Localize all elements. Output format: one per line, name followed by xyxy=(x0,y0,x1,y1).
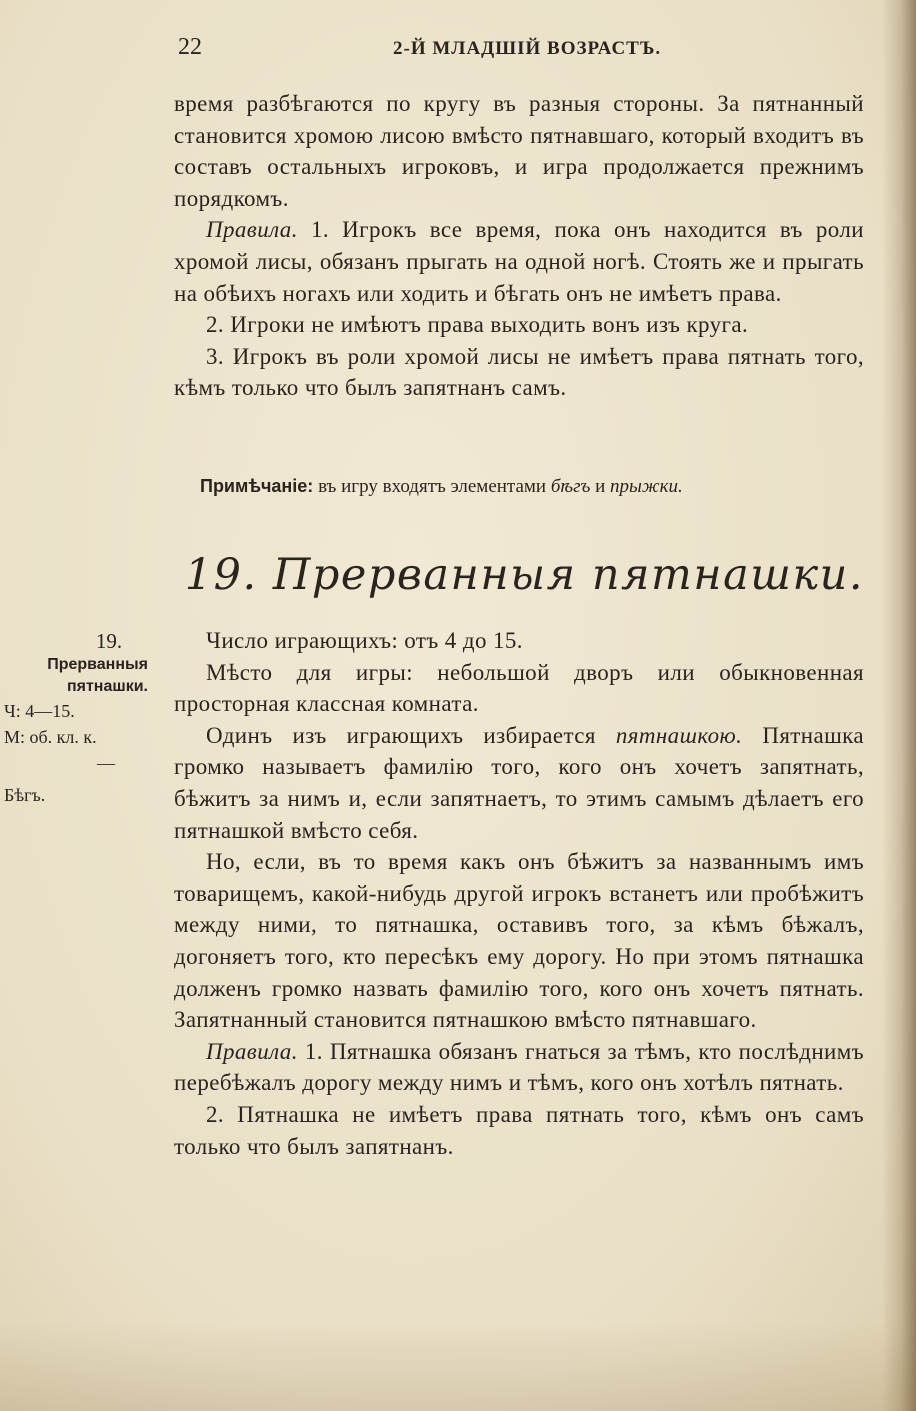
p1-word: пятнашкою. xyxy=(615,722,743,748)
section-title: 19. Прерванныя пятнашки. xyxy=(184,550,864,600)
margin-sidebar xyxy=(4,628,168,808)
page-number: 22 xyxy=(178,34,202,60)
sidebar-element: Бѣгъ. xyxy=(4,785,46,805)
note-conj: и xyxy=(595,476,606,497)
sidebar-title-1: Прерванныя xyxy=(47,656,148,673)
paragraph: время разбѣгаются по кругу въ разныя стороны. За пятнанный становится хромою лисою вмѣсто пятнавшаго, который входитъ въ составъ остальныхъ игроковъ, и игра продолжается прежнимъ порядкомъ. xyxy=(174,91,864,211)
page-header xyxy=(178,34,868,70)
note-word-jump: прыжки. xyxy=(610,476,683,497)
p1-rest: Пятнашка громко называетъ фамилію того, кого онъ хочетъ запятнать, бѣжитъ за нимъ и, если запятнаетъ, то этимъ самымъ дѣлаетъ его пятнашкой вмѣсто себя. xyxy=(174,722,865,843)
rule-1 xyxy=(174,214,864,309)
rules-label: Правила. xyxy=(206,217,298,243)
rules-label: Правила. xyxy=(206,1038,298,1064)
rule-1-text: 1. Пятнашка обязанъ гнаться за тѣмъ, кто послѣднимъ перебѣжалъ дорогу между нимъ и тѣмъ, кого онъ хотѣлъ пятнать. xyxy=(174,1038,865,1096)
sidebar-dash: — xyxy=(97,753,115,773)
sidebar-place: М: об. кл. к. xyxy=(4,727,97,747)
page-edge-shadow xyxy=(882,0,916,1411)
sidebar-number: 19. xyxy=(95,629,123,653)
paragraph-2: Но, если, въ то время какъ онъ бѣжитъ за названнымъ имъ товарищемъ, какой-нибудь другой игрокъ встанетъ или пробѣжитъ между ними, то пятнашка, оставивъ того, за кѣмъ бѣжалъ, догоняетъ того, кто пересѣкъ ему дорогу. Но при этомъ пятнашка долженъ громко назвать фамилію того, кого онъ хочетъ пятнать. Запятнанный становится пятнашкою вмѣсто пятнавшаго. xyxy=(174,849,864,1033)
paragraph-1 xyxy=(174,720,864,846)
rule-2: 2. Пятнашка не имѣетъ права пятнать того, кѣмъ онъ самъ только что былъ запятнанъ. xyxy=(174,1101,864,1159)
rule-2: 2. Игроки не имѣютъ права выходить вонъ изъ круга. xyxy=(206,312,749,338)
previous-game-text xyxy=(174,88,864,404)
note xyxy=(200,472,864,501)
rule-1 xyxy=(174,1036,864,1099)
rule-1-text: 1. Игрокъ все время, пока онъ находится въ роли хромой лисы, обязанъ прыгать на одной ногѣ. Стоять же и прыгать на обѣихъ ногахъ или ходить и бѣгать онъ не имѣетъ права. xyxy=(174,217,864,306)
sidebar-title-2: пятнашки. xyxy=(66,678,148,695)
rule-3: 3. Игрокъ въ роли хромой лисы не имѣетъ права пятнать того, кѣмъ только что былъ запятнанъ самъ. xyxy=(174,343,864,401)
p1-start: Одинъ изъ играющихъ избирается xyxy=(206,722,596,748)
note-word-run: бѣгъ xyxy=(550,476,591,497)
note-label: Примѣчаніе: xyxy=(200,476,314,496)
sidebar-players: Ч: 4—15. xyxy=(4,701,75,721)
page-bottom-shadow xyxy=(0,1321,916,1411)
running-title: 2-Й МЛАДШІЙ ВОЗРАСТЪ. xyxy=(393,38,662,59)
note-text: въ игру входятъ элементами xyxy=(318,476,547,497)
players-line: Число играющихъ: отъ 4 до 15. xyxy=(206,628,523,653)
place-line: Мѣсто для игры: небольшой дворъ или обыкновенная просторная классная комната. xyxy=(174,659,864,717)
game-19-text xyxy=(174,625,864,1162)
